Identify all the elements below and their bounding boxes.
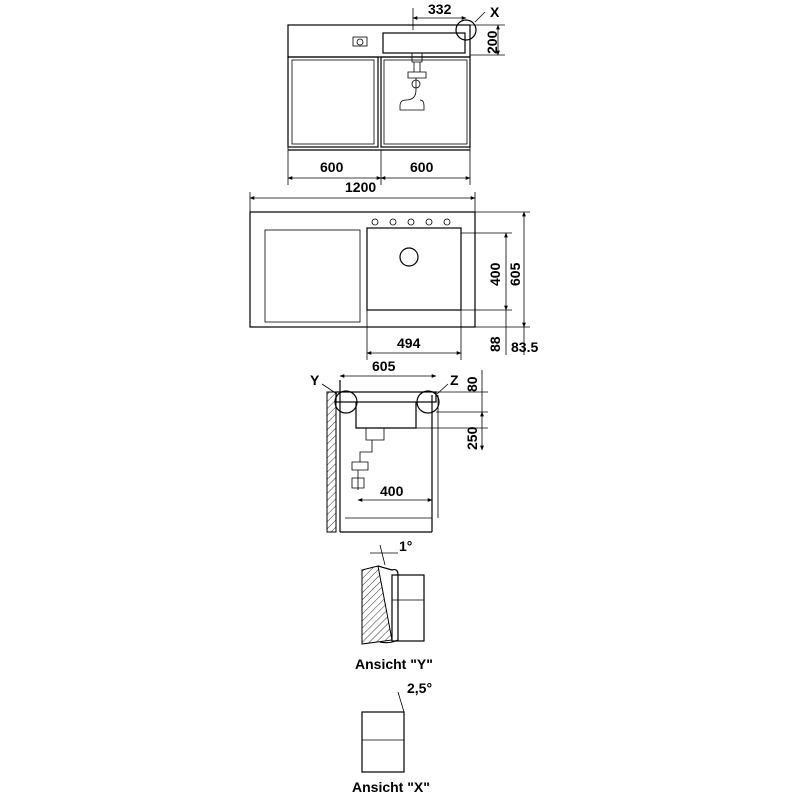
detail-y-view [355,538,433,672]
detail-x-caption: Ansicht "X" [352,779,430,795]
dim-600-left-value: 600 [320,159,344,175]
detail-x-angle-line [398,692,404,712]
section-dim-400-value: 400 [380,483,404,499]
dim-80-value: 80 [464,376,480,392]
dim-1200-value: 1200 [345,179,377,195]
section-view [310,358,488,532]
detail-y-label: Y [310,372,320,388]
left-cabinet [288,57,378,147]
detail-x-label: X [490,4,500,20]
detail-y-wall-hatch [362,566,392,644]
detail-x-leader [475,12,485,22]
control-knob-dial [357,39,363,45]
right-cabinet [381,57,470,147]
drain-hole [400,248,418,266]
dim-200-value: 200 [484,30,500,54]
dim-332-value: 332 [428,1,452,17]
front-elevation-view [288,1,505,185]
worktop-outline [288,25,470,57]
dim-605-value: 605 [507,262,523,286]
detail-y-angle-line [380,545,385,565]
detail-x-view [352,680,432,795]
detail-y-section [392,575,424,641]
detail-x-section [362,712,404,772]
section-dim-605-value: 605 [372,358,396,374]
dim-400-value: 400 [487,262,503,286]
dim-600-right-value: 600 [410,159,434,175]
sink-bowl-outline [383,33,465,53]
drainer-area [265,230,360,322]
detail-z-leader [437,384,448,394]
section-bowl [356,402,416,428]
dim-494-value: 494 [397,335,421,351]
detail-z-label: Z [450,372,459,388]
section-trap [352,428,384,490]
plan-view [250,179,538,360]
detail-x-circle [456,20,476,40]
right-cabinet-door [384,60,467,144]
dim-250-value: 250 [464,426,480,450]
dim-88-value: 88 [487,336,503,352]
detail-y-caption: Ansicht "Y" [355,656,433,672]
dim-83-5-value: 83.5 [511,339,539,355]
tap-hole-3 [408,219,414,225]
wall-hatch [327,392,336,532]
bowl-outline [367,228,461,310]
detail-y-angle: 1° [399,538,413,554]
detail-x-angle: 2,5° [407,680,433,696]
tap-hole-4 [426,219,432,225]
tap-hole-2 [390,219,396,225]
tap-hole-5 [444,219,450,225]
tap-hole-1 [372,219,378,225]
left-cabinet-door [292,60,374,144]
